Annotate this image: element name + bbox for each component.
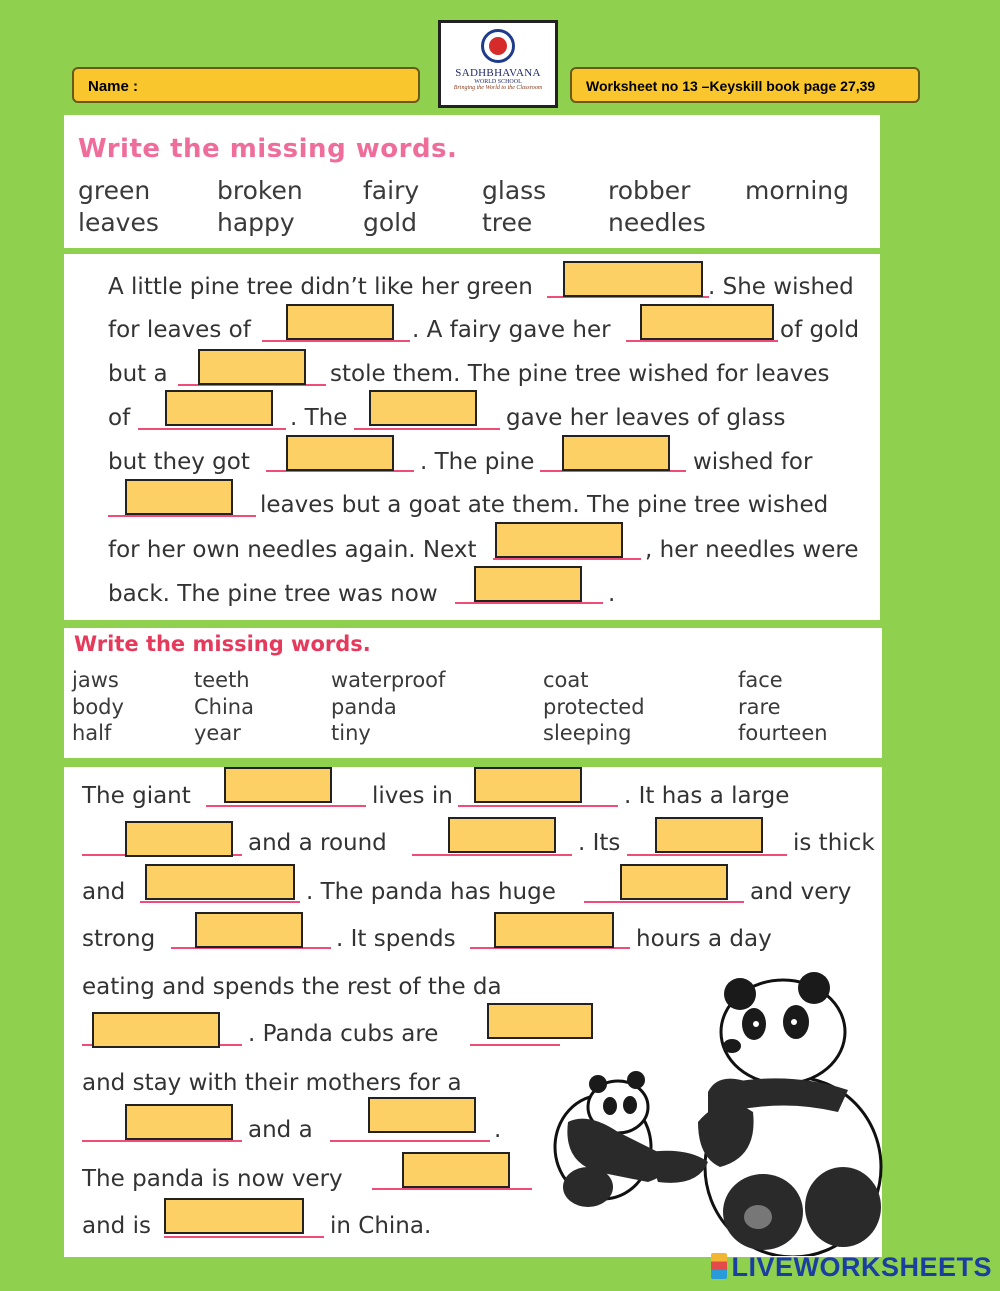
school-logo	[438, 20, 558, 108]
answer-underline	[458, 805, 618, 807]
answer-blank[interactable]	[368, 1097, 476, 1133]
logo-tagline: Bringing the World to the Classroom	[453, 85, 543, 91]
word-bank-item: China	[194, 695, 254, 719]
word-bank-item: coat	[543, 668, 589, 692]
word-bank-item: half	[72, 721, 112, 745]
section1-heading: Write the missing words.	[78, 134, 458, 164]
answer-blank[interactable]	[487, 1003, 593, 1039]
answer-underline	[412, 854, 572, 856]
word-bank-item: year	[194, 721, 241, 745]
worksheet-label: Worksheet no 13 –Keyskill book page 27,39	[586, 78, 876, 94]
answer-blank[interactable]	[125, 1104, 233, 1140]
passage-text: but they got	[108, 449, 250, 475]
live-icon	[711, 1253, 727, 1279]
word-bank-item: jaws	[72, 668, 119, 692]
answer-underline	[584, 901, 744, 903]
answer-underline	[470, 1044, 560, 1046]
passage-text: , her needles were	[645, 537, 859, 563]
word-bank-item: sleeping	[543, 721, 632, 745]
word-bank-item: tiny	[331, 721, 371, 745]
word-bank-item: fairy	[363, 176, 420, 205]
answer-blank[interactable]	[474, 767, 582, 803]
passage-text: wished for	[693, 449, 813, 475]
word-bank-item: protected	[543, 695, 645, 719]
name-field[interactable]	[72, 67, 420, 103]
answer-blank[interactable]	[620, 864, 728, 900]
passage-text: lives in	[372, 783, 453, 809]
answer-blank[interactable]	[92, 1012, 220, 1048]
answer-blank[interactable]	[448, 817, 556, 853]
answer-underline	[493, 558, 641, 560]
passage-text: The giant	[82, 783, 191, 809]
answer-underline	[627, 854, 787, 856]
passage-text: but a	[108, 361, 168, 387]
answer-blank[interactable]	[198, 349, 306, 385]
word-bank-item: rare	[738, 695, 781, 719]
passage-text: of gold	[780, 317, 860, 343]
passage-text: and a round	[248, 830, 387, 856]
word-bank-item: face	[738, 668, 783, 692]
word-bank-item: fourteen	[738, 721, 828, 745]
passage-text: of	[108, 405, 131, 431]
passage-text: and is	[82, 1213, 151, 1239]
passage-text: stole them. The pine tree wished for leaves	[330, 361, 830, 387]
word-bank-item: teeth	[194, 668, 250, 692]
passage-text: in China.	[330, 1213, 432, 1239]
passage-text: and very	[750, 879, 852, 905]
passage-text: and	[82, 879, 126, 905]
word-bank-item: tree	[482, 208, 533, 237]
passage-text: gave her leaves of glass	[506, 405, 786, 431]
answer-blank[interactable]	[125, 821, 233, 857]
answer-underline	[262, 340, 410, 342]
word-bank-item: gold	[363, 208, 417, 237]
answer-blank[interactable]	[655, 817, 763, 853]
answer-blank[interactable]	[145, 864, 295, 900]
worksheet-label-box	[570, 67, 920, 103]
passage-text: . She wished	[708, 274, 854, 300]
answer-underline	[354, 428, 500, 430]
passage-text: . Panda cubs are	[248, 1021, 439, 1047]
passage-text: for leaves of	[108, 317, 251, 343]
answer-underline	[330, 1140, 490, 1142]
answer-blank[interactable]	[125, 479, 233, 515]
section2-heading: Write the missing words.	[74, 632, 371, 656]
logo-school-name: SADHBHAVANA	[455, 67, 541, 79]
answer-underline	[164, 1236, 324, 1238]
answer-blank[interactable]	[640, 304, 774, 340]
word-bank-item: broken	[217, 176, 303, 205]
answer-underline	[82, 1140, 242, 1142]
liveworksheets-logo	[711, 1252, 992, 1283]
panda-illustration	[548, 972, 884, 1256]
answer-blank[interactable]	[195, 912, 303, 948]
answer-underline	[372, 1188, 532, 1190]
answer-underline	[206, 805, 366, 807]
passage-text: and a	[248, 1117, 313, 1143]
passage-text: .	[494, 1117, 502, 1143]
answer-blank[interactable]	[562, 435, 670, 471]
word-bank-item: waterproof	[331, 668, 446, 692]
word-bank-item: robber	[608, 176, 691, 205]
word-bank-item: green	[78, 176, 151, 205]
passage-text: strong	[82, 926, 156, 952]
name-label: Name :	[88, 78, 139, 95]
answer-blank[interactable]	[494, 912, 614, 948]
passage-text: . It has a large	[624, 783, 790, 809]
answer-underline	[138, 428, 286, 430]
word-bank-item: panda	[331, 695, 397, 719]
passage-text: hours a day	[636, 926, 772, 952]
passage-text: A little pine tree didn’t like her green	[108, 274, 533, 300]
answer-blank[interactable]	[165, 390, 273, 426]
word-bank-item: body	[72, 695, 124, 719]
answer-blank[interactable]	[286, 435, 394, 471]
passage-text: The panda is now very	[82, 1166, 343, 1192]
answer-blank[interactable]	[563, 261, 703, 297]
word-bank-item: happy	[217, 208, 295, 237]
passage-text: for her own needles again. Next	[108, 537, 477, 563]
answer-blank[interactable]	[224, 767, 332, 803]
answer-blank[interactable]	[369, 390, 477, 426]
answer-blank[interactable]	[286, 304, 394, 340]
passage-text: . The pine	[420, 449, 535, 475]
word-bank-item: morning	[745, 176, 849, 205]
passage-text: . A fairy gave her	[412, 317, 611, 343]
passage-text: . Its	[578, 830, 621, 856]
logo-sub: WORLD SCHOOL	[474, 79, 522, 85]
answer-underline	[108, 515, 256, 517]
answer-blank[interactable]	[164, 1198, 304, 1234]
passage-text: is thick	[793, 830, 875, 856]
passage-text: . The panda has huge	[306, 879, 556, 905]
passage-text: leaves but a goat ate them. The pine tree wished	[260, 492, 829, 518]
word-bank-item: needles	[608, 208, 706, 237]
passage-text: and stay with their mothers for a	[82, 1070, 462, 1096]
passage-text: eating and spends the rest of the da	[82, 974, 502, 1000]
answer-underline	[626, 340, 778, 342]
passage-text: . The	[290, 405, 348, 431]
answer-blank[interactable]	[495, 522, 623, 558]
answer-blank[interactable]	[402, 1152, 510, 1188]
school-emblem-icon	[481, 29, 515, 63]
answer-underline	[140, 901, 300, 903]
answer-underline	[455, 602, 603, 604]
answer-blank[interactable]	[474, 566, 582, 602]
word-bank-item: leaves	[78, 208, 159, 237]
brand-text: LIVEWORKSHEETS	[731, 1252, 992, 1282]
passage-text: .	[608, 581, 616, 607]
passage-text: back. The pine tree was now	[108, 581, 438, 607]
passage-text: . It spends	[336, 926, 456, 952]
word-bank-item: glass	[482, 176, 547, 205]
